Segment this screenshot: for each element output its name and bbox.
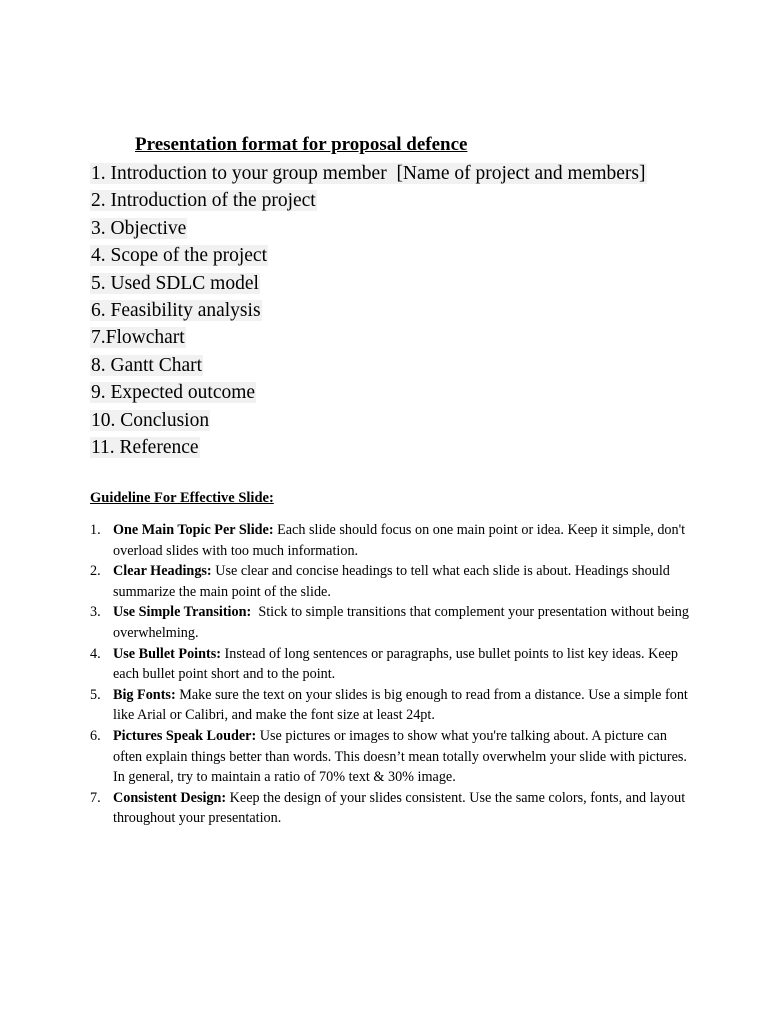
outline-item-text: 10. Conclusion — [91, 409, 210, 431]
guideline-item — [90, 685, 690, 726]
guideline-lead: Clear Headings: — [113, 563, 212, 580]
outline-item-text: 5. Used SDLC model — [91, 272, 259, 294]
guideline-lead: Use Bullet Points: — [113, 645, 221, 662]
outline-item-text: 8. Gantt Chart — [91, 354, 203, 376]
guideline-number: 4. — [90, 645, 101, 662]
outline-item-text: 4. Scope of the project — [91, 245, 267, 267]
guideline-text: Use clear and concise headings to tell what each slide is about. Headings should summarize the main point of the slide. — [113, 563, 670, 600]
guideline-item — [90, 602, 693, 643]
guideline-text: Keep the design of your slides consistent. Use the same colors, fonts, and layout throughout your presentation. — [113, 789, 686, 827]
outline-item — [90, 434, 647, 461]
guideline-item — [90, 644, 690, 685]
outline-item — [90, 379, 647, 406]
guideline-text: Stick to simple transitions that complement your presentation without being overwhelming. — [113, 604, 693, 641]
guideline-number: 1. — [90, 522, 101, 538]
outline-item — [90, 352, 647, 379]
outline-item-text: 2. Introduction of the project — [91, 190, 316, 212]
outline-item-text: 9. Expected outcome — [91, 382, 256, 404]
guideline-lead: One Main Topic Per Slide: — [113, 522, 274, 538]
guideline-number: 3. — [90, 604, 101, 621]
outline-item — [90, 407, 647, 434]
guideline-number: 7. — [90, 789, 101, 806]
guideline-heading: Guideline For Effective Slide: — [90, 490, 274, 506]
guideline-lead: Pictures Speak Louder: — [113, 727, 257, 744]
guideline-number: 2. — [90, 563, 101, 580]
outline-item — [90, 160, 647, 187]
outline-item-text: 6. Feasibility analysis — [91, 299, 261, 321]
outline-item — [90, 297, 647, 324]
document-title: Presentation format for proposal defence — [135, 134, 468, 155]
presentation-outline-list — [90, 160, 647, 461]
guideline-number: 5. — [90, 686, 101, 703]
guideline-number: 6. — [90, 727, 101, 744]
guideline-text: Use pictures or images to show what you're talking about. A picture can often explain things better than words. This doesn’t mean totally overwhelm your slide with pictures. In general, try to maintain a ratio of 70% text & 30% image. — [113, 727, 687, 786]
guideline-item — [90, 561, 690, 602]
outline-item-text: 3. Objective — [91, 217, 187, 239]
outline-item — [90, 324, 647, 351]
guideline-item — [90, 726, 690, 788]
guideline-lead: Use Simple Transition: — [113, 604, 252, 621]
outline-item — [90, 187, 647, 214]
outline-item-text: 1. Introduction to your group member [Name of project and members] — [91, 163, 646, 184]
guideline-text: Each slide should focus on one main point or idea. Keep it simple, don't overload slides with too much information. — [113, 522, 686, 559]
guideline-text: Make sure the text on your slides is big enough to read from a distance. Use a simple font like Arial or Calibri, and make the font size at least 24pt. — [113, 686, 688, 724]
guideline-lead: Big Fonts: — [113, 686, 176, 703]
guideline-lead: Consistent Design: — [113, 789, 227, 806]
outline-item — [90, 215, 647, 242]
guideline-item — [90, 520, 690, 561]
outline-item-text: 7.Flowchart — [91, 327, 185, 349]
guideline-text: Instead of long sentences or paragraphs, use bullet points to list key ideas. Keep each bullet point short and to the point. — [113, 645, 679, 683]
guideline-list — [90, 520, 693, 829]
outline-item-text: 11. Reference — [91, 436, 199, 458]
outline-item — [90, 270, 647, 297]
guideline-item — [90, 788, 690, 829]
outline-item — [90, 242, 647, 269]
